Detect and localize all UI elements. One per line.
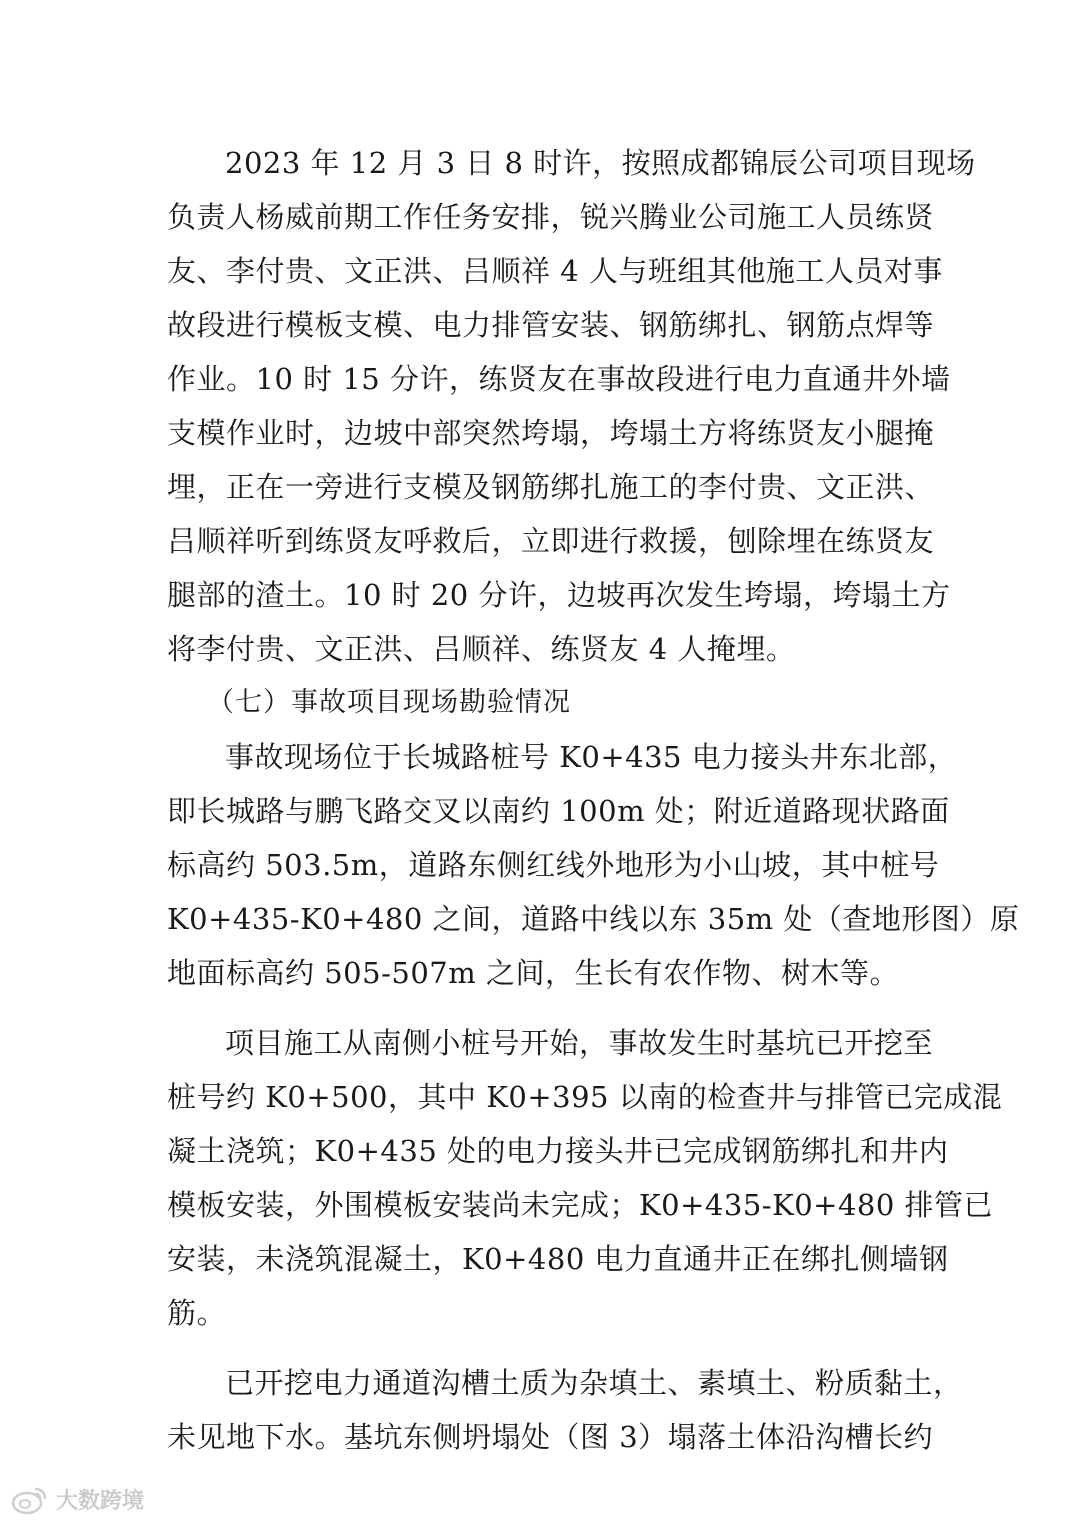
document-page [167,136,1020,1464]
paragraph-accident-process [167,136,976,676]
paragraph-soil-conditions [167,1356,963,1464]
paragraph-construction-progress [167,1016,1003,1340]
text-line: 桩号约 K0+500，其中 K0+395 以南的检查井与排管已完成混 [167,1080,1003,1114]
text-line: 将李付贵、文正洪、吕顺祥、练贤友 4 人掩埋。 [167,632,796,666]
text-line: 筋。 [167,1296,227,1330]
watermark [10,1480,144,1518]
text-line: 未见地下水。基坑东侧坍塌处（图 3）塌落土体沿沟槽长约 [167,1420,934,1454]
text-line: 标高约 503.5m，道路东侧红线外地形为小山坡，其中桩号 [167,848,940,882]
text-line: 模板安装，外围模板安装尚未完成；K0+435-K0+480 排管已 [167,1188,994,1222]
text-line: 2023 年 12 月 3 日 8 时许，按照成都锦辰公司项目现场 [225,146,976,180]
text-line: 腿部的渣土。10 时 20 分许，边坡再次发生垮塌，垮塌土方 [167,578,951,612]
watermark-text: 大数跨境 [56,1488,145,1514]
text-line: 凝土浇筑；K0+435 处的电力接头井已完成钢筋绑扎和井内 [167,1134,949,1168]
text-line: 埋，正在一旁进行支模及钢筋绑扎施工的李付贵、文正洪、 [167,470,935,504]
text-line: 安装，未浇筑混凝土，K0+480 电力直通井正在绑扎侧墙钢 [167,1242,949,1276]
text-line: 友、李付贵、文正洪、吕顺祥 4 人与班组其他施工人员对事 [167,254,943,288]
section-heading: （七）事故项目现场勘验情况 [207,687,571,718]
text-line: 地面标高约 505-507m 之间，生长有农作物、树木等。 [167,956,899,990]
text-line: 已开挖电力通道沟槽土质为杂填土、素填土、粉质黏土， [225,1366,963,1400]
text-line: 吕顺祥听到练贤友呼救后，立即进行救援，刨除埋在练贤友 [167,524,935,558]
weibo-logo-icon [10,1483,50,1515]
text-line: 事故现场位于长城路桩号 K0+435 电力接头井东北部， [225,740,958,774]
text-line: 故段进行模板支模、电力排管安装、钢筋绑扎、钢筋点焊等 [167,308,935,342]
paragraph-site-location [167,730,1020,1000]
text-line: 即长城路与鹏飞路交叉以南约 100m 处；附近道路现状路面 [167,794,950,828]
text-line: K0+435-K0+480 之间，道路中线以东 35m 处（查地形图）原 [167,902,1020,936]
text-line: 项目施工从南侧小桩号开始，事故发生时基坑已开挖至 [225,1026,934,1060]
text-line: 作业。10 时 15 分许，练贤友在事故段进行电力直通井外墙 [167,362,951,396]
text-line: 支模作业时，边坡中部突然垮塌，垮塌土方将练贤友小腿掩 [167,416,935,450]
text-line: 负责人杨威前期工作任务安排，锐兴腾业公司施工人员练贤 [167,200,935,234]
